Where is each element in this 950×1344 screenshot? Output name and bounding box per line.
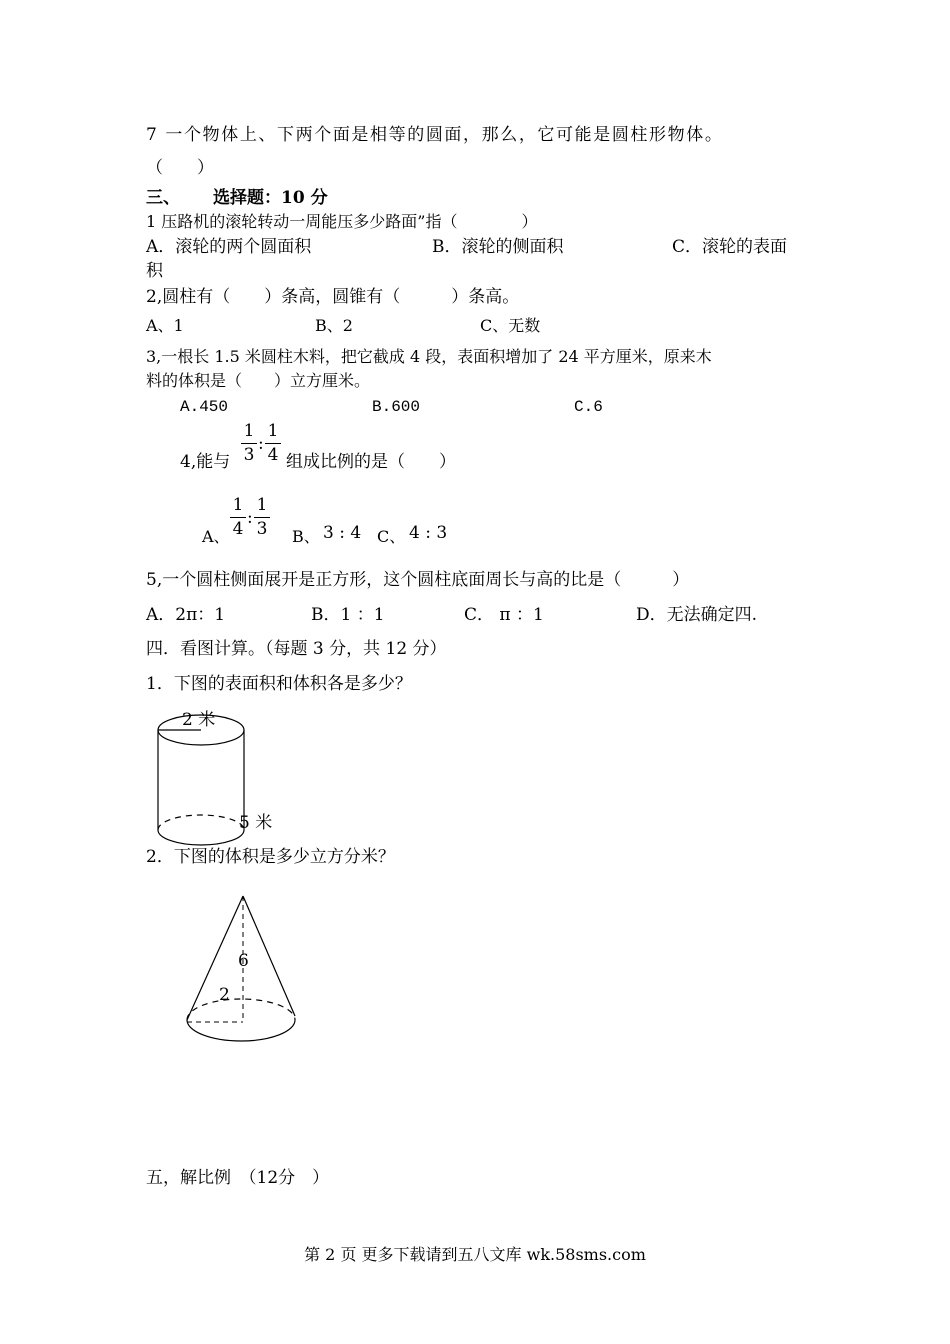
q4-ratio-colon: : (258, 434, 264, 454)
fraction-denominator: 4 (267, 445, 279, 465)
choice-q3-stem-line-1: 3,一根长 1.5 米圆柱木料，把它截成 4 段，表面积增加了 24 平方厘米，原来木 (146, 347, 712, 366)
choice-q2-option-c: C、无数 (480, 316, 541, 335)
choice-q5-option-a: A．2π：1 (146, 605, 226, 625)
choice-q4-option-c-label: C、 (377, 527, 406, 546)
choice-q4-option-b-label: B、 (292, 527, 320, 546)
section-4-title: 四．看图计算。（每题 3 分，共 12 分） (146, 639, 447, 659)
choice-q4-suffix: 组成比例的是（ ） (286, 452, 456, 472)
fraction-numerator: 1 (267, 421, 279, 441)
calc-q1-stem: 1．下图的表面积和体积各是多少？ (146, 674, 412, 694)
tf-question-7-blank: （ ） (146, 158, 214, 178)
choice-q2-option-b: B、2 (315, 316, 353, 335)
cylinder-radius-label: 2 米 (182, 710, 216, 730)
choice-q3-option-c: C.6 (574, 398, 603, 416)
cone-right-slant (243, 896, 295, 1016)
choice-q4-option-a-label: A、 (202, 527, 230, 546)
choice-q1-option-c-wrap: 积 (146, 261, 163, 281)
fraction-denominator: 3 (243, 445, 255, 465)
choice-q3-stem-line-2: 料的体积是（ ）立方厘米。 (146, 371, 371, 390)
fraction-denominator: 3 (256, 519, 268, 539)
cone-radius-label: 2 (219, 985, 230, 1005)
choice-q4-option-b-value: 3 : 4 (323, 523, 362, 543)
cone-height-label: 6 (238, 951, 249, 971)
fraction-numerator: 1 (256, 495, 268, 515)
choice-q1-option-b: B．滚轮的侧面积 (432, 237, 564, 257)
cylinder-height-label: 5 米 (239, 813, 273, 833)
fraction-numerator: 1 (243, 421, 255, 441)
choice-q1-option-a: A．滚轮的两个圆面积 (146, 237, 312, 257)
choice-q5-option-d: D．无法确定四. (636, 605, 758, 625)
choice-q1-stem: 1 压路机的滚轮转动一周能压多少路面”指（ ） (146, 212, 538, 231)
fraction-numerator: 1 (232, 495, 244, 515)
calc-q2-stem: 2．下图的体积是多少立方分米？ (146, 847, 395, 867)
choice-q2-option-a: A、1 (146, 316, 184, 335)
choice-q4-prefix: 4,能与 (180, 452, 231, 472)
choice-q4-option-c-value: 4 : 3 (409, 523, 448, 543)
q4-option-a-colon: : (247, 508, 253, 528)
cone-base-back-arc (187, 999, 295, 1020)
choice-q5-option-c: C． π ：1 (464, 605, 544, 625)
fraction-denominator: 4 (232, 519, 244, 539)
cone-base-front-arc (187, 1020, 295, 1041)
section-3-title: 选择题：10 分 (213, 188, 328, 208)
choice-q5-stem: 5,一个圆柱侧面展开是正方形，这个圆柱底面周长与高的比是（ ） (146, 570, 690, 590)
page-footer: 第 2 页 更多下载请到五八文库 wk.58sms.com (304, 1245, 646, 1264)
choice-q3-option-a: A.450 (180, 398, 229, 416)
choice-q3-option-b: B.600 (372, 398, 421, 416)
choice-q1-option-c: C．滚轮的表面 (672, 237, 788, 257)
choice-q5-option-b: B．1 ：1 (311, 605, 385, 625)
section-5-title: 五，解比例 （12分 ） (146, 1168, 330, 1188)
choice-q2-stem: 2,圆柱有（ ）条高，圆锥有（ ）条高。 (146, 287, 520, 307)
tf-question-7: 7 一个物体上、下两个面是相等的圆面，那么，它可能是圆柱形物体。 (146, 125, 724, 145)
section-3-number: 三、 (146, 188, 180, 208)
